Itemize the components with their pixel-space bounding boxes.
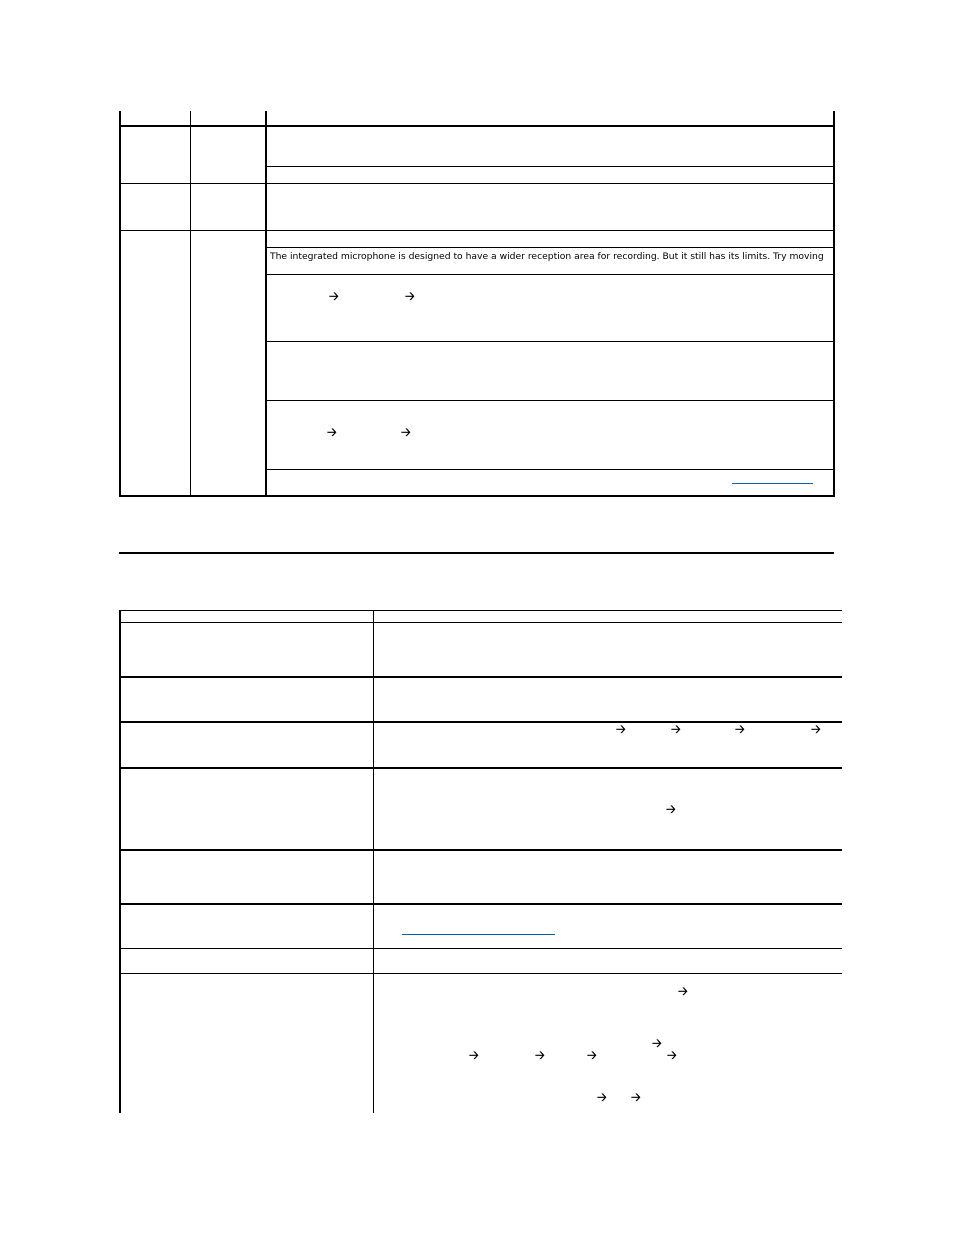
t1-subrow-border [266, 274, 834, 275]
support-link-underline[interactable] [732, 483, 813, 484]
t2-row-border [119, 948, 842, 949]
t1-row-border [119, 230, 835, 231]
arrow-right-icon: 🡢 [327, 425, 337, 439]
arrow-right-icon: 🡢 [469, 1048, 479, 1062]
arrow-right-icon: 🡢 [652, 1036, 662, 1050]
arrow-right-icon: 🡢 [631, 1090, 641, 1104]
t1-left-border [119, 111, 121, 497]
arrow-right-icon: 🡢 [535, 1048, 545, 1062]
t1-bottom-border [119, 495, 835, 497]
t2-row-border [119, 622, 842, 623]
t1-subrow-border [266, 247, 834, 248]
section-divider [119, 552, 834, 554]
t1-row-border [119, 183, 835, 184]
t1-col1-divider [190, 111, 191, 497]
arrow-right-icon: 🡢 [616, 722, 626, 736]
t2-top-border [119, 610, 842, 611]
arrow-right-icon: 🡢 [666, 802, 676, 816]
t2-col-divider [373, 610, 374, 1113]
t1-row-border [119, 125, 835, 127]
download-link-underline[interactable] [402, 934, 555, 935]
arrow-right-icon: 🡢 [678, 984, 688, 998]
t2-row-border [119, 676, 842, 678]
t1-subrow-border [266, 341, 834, 342]
t2-row-border [119, 849, 842, 851]
t1-subrow-border [266, 166, 834, 167]
arrow-right-icon: 🡢 [671, 722, 681, 736]
t1-subrow-border [266, 400, 834, 401]
t2-row-border [119, 721, 842, 723]
t2-row-border [119, 903, 842, 905]
t1-right-border [833, 111, 835, 497]
mic-note-text: The integrated microphone is designed to have a wider reception area for recording. But it still has its limits. Try moving [270, 251, 824, 262]
arrow-right-icon: 🡢 [405, 289, 415, 303]
t2-row-border [119, 973, 842, 974]
arrow-right-icon: 🡢 [587, 1048, 597, 1062]
t2-row-border [119, 767, 842, 769]
arrow-right-icon: 🡢 [401, 425, 411, 439]
t1-col2-divider [265, 111, 267, 497]
t2-left-border [119, 610, 121, 1113]
arrow-right-icon: 🡢 [597, 1090, 607, 1104]
arrow-right-icon: 🡢 [329, 289, 339, 303]
arrow-right-icon: 🡢 [811, 722, 821, 736]
arrow-right-icon: 🡢 [667, 1048, 677, 1062]
arrow-right-icon: 🡢 [735, 722, 745, 736]
t1-subrow-border [266, 469, 834, 470]
